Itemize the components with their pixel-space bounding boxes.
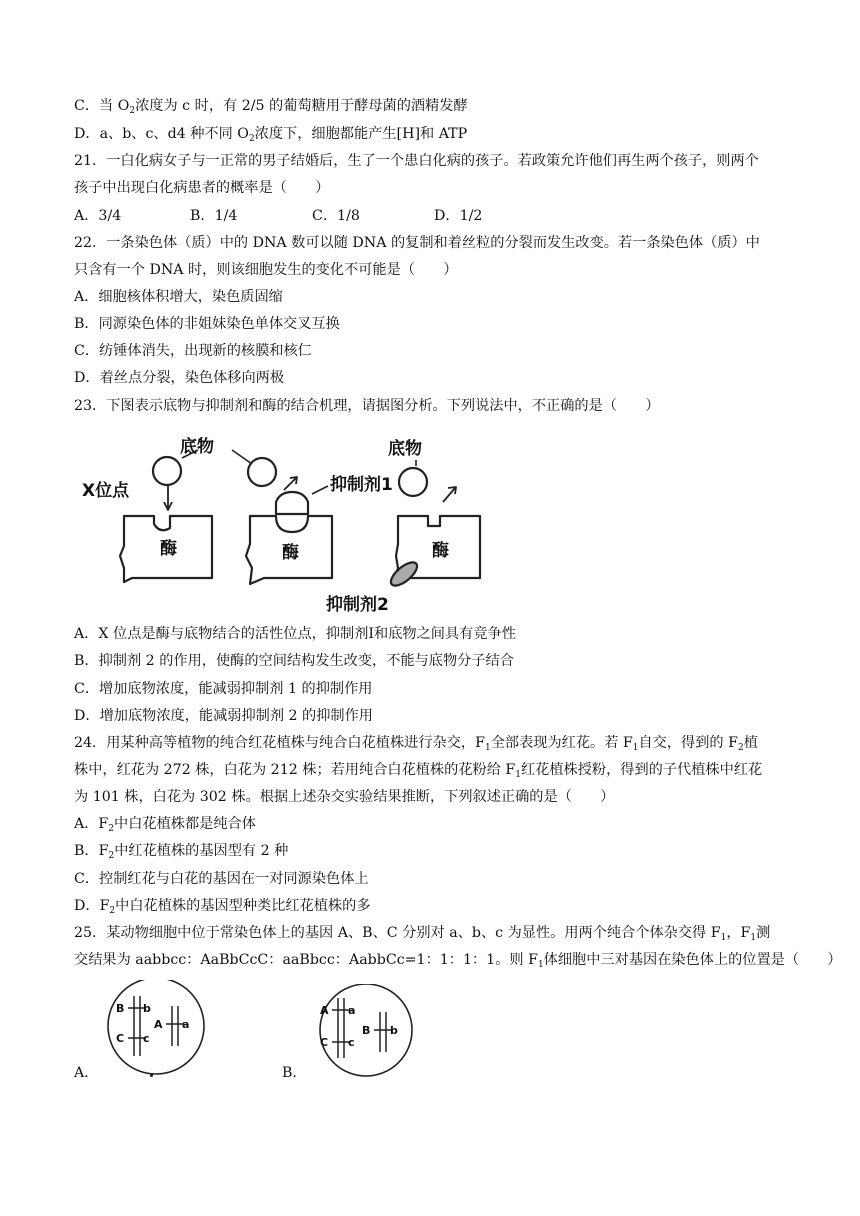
q25-stem-line2: 交结果为 aabbcc：AaBbCcC：aaBbcc：AabbCc=1：1：1：1。则 $F_1$体细胞中三对基因在染色体上的位置是（ ）	[74, 952, 842, 970]
gene-label: b	[390, 1024, 398, 1037]
q23-option-b: B．抑制剂 2 的作用，使酶的空间结构发生改变，不能与底物分子结合	[74, 653, 514, 669]
q21-option-c: C．1/8	[312, 208, 360, 224]
enzyme-inhibitor-diagram	[80, 428, 500, 618]
gene-label: A	[320, 1004, 329, 1017]
q21-option-a: A．3/4	[74, 208, 122, 224]
substrate-label-2: 底物	[388, 439, 422, 459]
substrate-2-circle	[248, 458, 276, 486]
q25-option-b-diagram	[312, 984, 422, 1080]
gene-label: B	[116, 1002, 125, 1015]
enzyme-label-3: 酶	[432, 541, 449, 561]
arrow-2	[284, 477, 297, 490]
q24-option-a: A．$F_2$中白花植株都是纯合体	[74, 816, 256, 834]
q20-option-c: C．当 $O_2$浓度为 c 时，有 2/5 的葡萄糖用于酵母菌的酒精发酵	[74, 98, 468, 116]
q24-option-c: C．控制红花与白花的基因在一对同源染色体上	[74, 871, 369, 887]
dot-mark	[150, 1074, 153, 1077]
q24-stem-line3: 为 101 株，白花为 302 株。根据上述杂交实验结果推断，下列叙述正确的是（ ）	[74, 789, 615, 805]
q23-option-d: D．增加底物浓度，能减弱抑制剂 2 的抑制作用	[74, 708, 373, 724]
q24-option-b: B．$F_2$中红花植株的基因型有 2 种	[74, 843, 289, 861]
substrate-label-1: 底物	[180, 437, 214, 457]
gene-label: B	[362, 1024, 371, 1037]
q21-option-d: D．1/2	[434, 208, 483, 224]
gene-label: a	[348, 1004, 356, 1017]
q20-option-d: D．a、b、c、d4 种不同 $O_2$浓度下，细胞都能产生[H]和 ATP	[74, 126, 468, 144]
q25-option-a-diagram	[102, 980, 212, 1076]
q21-stem-line2: 孩子中出现白化病患者的概率是（ ）	[74, 180, 330, 196]
gene-label: c	[143, 1032, 150, 1045]
gene-label: C	[320, 1036, 329, 1049]
q21-options	[74, 206, 482, 226]
enzyme-label-1: 酶	[160, 539, 177, 559]
q25-option-b-label: B．	[282, 1065, 307, 1081]
gene-label: C	[116, 1032, 125, 1045]
q23-stem: 23．下图表示底物与抑制剂和酶的结合机理，请据图分析。下列说法中，不正确的是（ ）	[74, 398, 660, 414]
q24-option-d: D．$F_2$中白花植株的基因型种类比红花植株的多	[74, 898, 371, 916]
substrate-1-circle	[153, 457, 181, 485]
inhibitor-1-label: 抑制剂1	[330, 475, 393, 495]
inhibitor-1-shape	[276, 492, 308, 514]
enzyme-label-2: 酶	[282, 543, 299, 563]
q22-option-c: C．纺锤体消失，出现新的核膜和核仁	[74, 343, 312, 359]
q22-stem-line1: 22．一条染色体（质）中的 DNA 数可以随 DNA 的复制和着丝粒的分裂而发生改变。若一条染色体（质）中	[74, 235, 760, 251]
inhibitor-2-shape	[387, 558, 421, 589]
q24-stem-line1: 24．用某种高等植物的纯合红花植株与纯合白花植株进行杂交，$F_1$全部表现为红花。若 $F_1$自交，得到的 $F_2$植	[74, 735, 758, 753]
q22-stem-line2: 只含有一个 DNA 时，则该细胞发生的变化不可能是（ ）	[74, 262, 458, 278]
arrow-3	[443, 487, 456, 502]
gene-label: b	[143, 1002, 151, 1015]
q25-option-a-label: A．	[74, 1065, 99, 1081]
q22-option-b: B．同源染色体的非姐妹染色单体交叉互换	[74, 316, 340, 332]
q22-option-d: D．着丝点分裂，染色体移向两极	[74, 370, 285, 386]
gene-label: c	[348, 1036, 355, 1049]
q23-option-a: A．X 位点是酶与底物结合的活性位点，抑制剂I和底物之间具有竞争性	[74, 626, 516, 642]
q24-stem-line2: 株中，红花为 272 株，白花为 212 株；若用纯合白花植株的花粉给 $F_1$红花植株授粉，得到的子代植株中红花	[74, 762, 763, 780]
q21-stem-line1: 21．一白化病女子与一正常的男子结婚后，生了一个患白化病的孩子。若政策允许他们再生两个孩子，则两个	[74, 153, 759, 169]
inhibitor-2-label: 抑制剂2	[326, 595, 389, 615]
x-site-label: X位点	[82, 481, 130, 501]
q22-option-a: A．细胞核体积增大，染色质固缩	[74, 289, 283, 305]
arrow-1	[164, 485, 172, 510]
substrate-3-circle	[399, 468, 427, 496]
q25-stem-line1: 25．某动物细胞中位于常染色体上的基因 A、B、C 分别对 a、b、c 为显性。用两个纯合个体杂交得 $F_1$，$F_1$测	[74, 925, 771, 943]
gene-label: a	[182, 1018, 190, 1031]
q21-option-b: B．1/4	[190, 208, 238, 224]
q23-option-c: C．增加底物浓度，能减弱抑制剂 1 的抑制作用	[74, 681, 373, 697]
gene-label: A	[154, 1018, 163, 1031]
